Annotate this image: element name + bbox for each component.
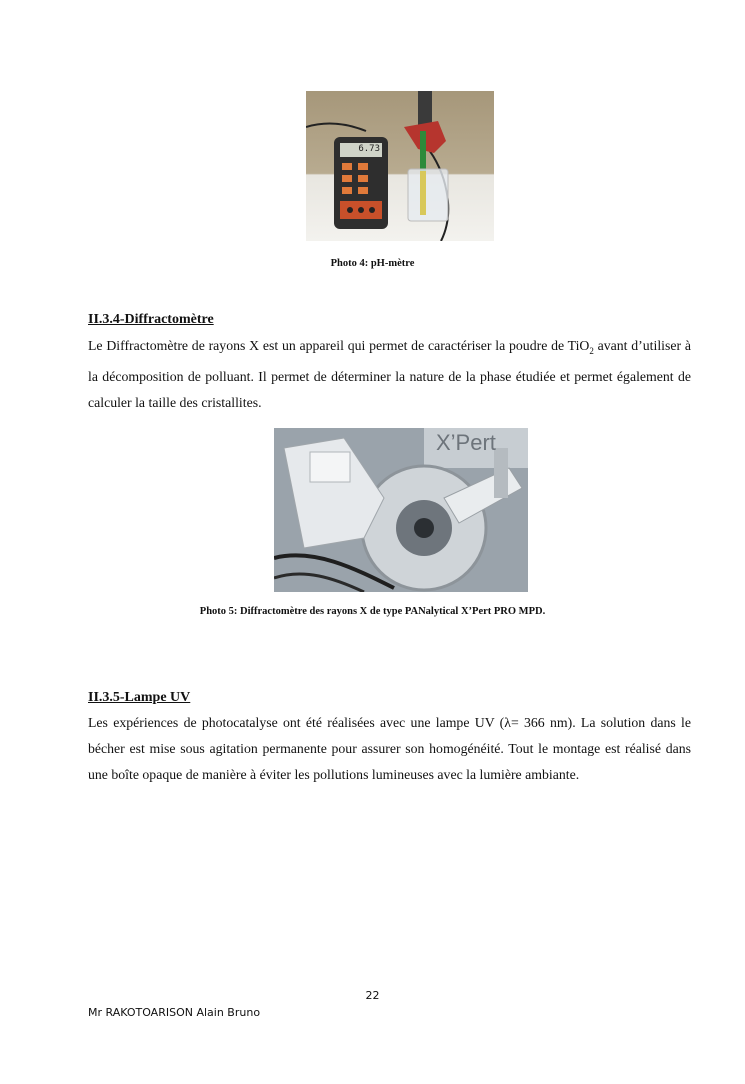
section-heading-diffractometre: II.3.4-Diffractomètre bbox=[88, 312, 214, 327]
page-number: 22 bbox=[365, 989, 380, 1002]
tio2-subscript: 2 bbox=[589, 345, 594, 356]
diffractometre-paragraph-part1: Le Diffractomètre de rayons X est un appareil qui permet de caractériser la poudre de TiO bbox=[88, 338, 590, 353]
photo-4-caption: Photo 4: pH-mètre bbox=[330, 258, 415, 269]
diffractometre-paragraph bbox=[88, 333, 691, 416]
ph-meter-illustration bbox=[306, 91, 494, 241]
ph-meter-photo bbox=[306, 91, 494, 241]
ph-meter-display-readout: 6.73 bbox=[358, 144, 380, 154]
diffractometre-paragraph-part2: avant d’utiliser à la décomposition de polluant. Il permet de déterminer la nature de la phase étudiée et permet également de calculer la taille des cristallites. bbox=[88, 338, 691, 410]
lampe-uv-paragraph: Les expériences de photocatalyse ont été réalisées avec une lampe UV (λ= 366 nm). La solution dans le bécher est mise sous agitation permanente pour assurer son homogénéité. Tout le montage est réalisé dans une boîte opaque de manière à éviter les pollutions lumineuses avec la lumière ambiante. bbox=[88, 715, 691, 782]
footer-author: Mr RAKOTOARISON Alain Bruno bbox=[88, 1006, 261, 1019]
photo-5-caption: Photo 5: Diffractomètre des rayons X de type PANalytical X’Pert PRO MPD. bbox=[199, 606, 546, 617]
xray-diffractometer-photo bbox=[274, 428, 528, 592]
section-heading-lampe-uv: II.3.5-Lampe UV bbox=[88, 690, 191, 705]
xpert-brand-text: X’Pert bbox=[436, 430, 496, 455]
